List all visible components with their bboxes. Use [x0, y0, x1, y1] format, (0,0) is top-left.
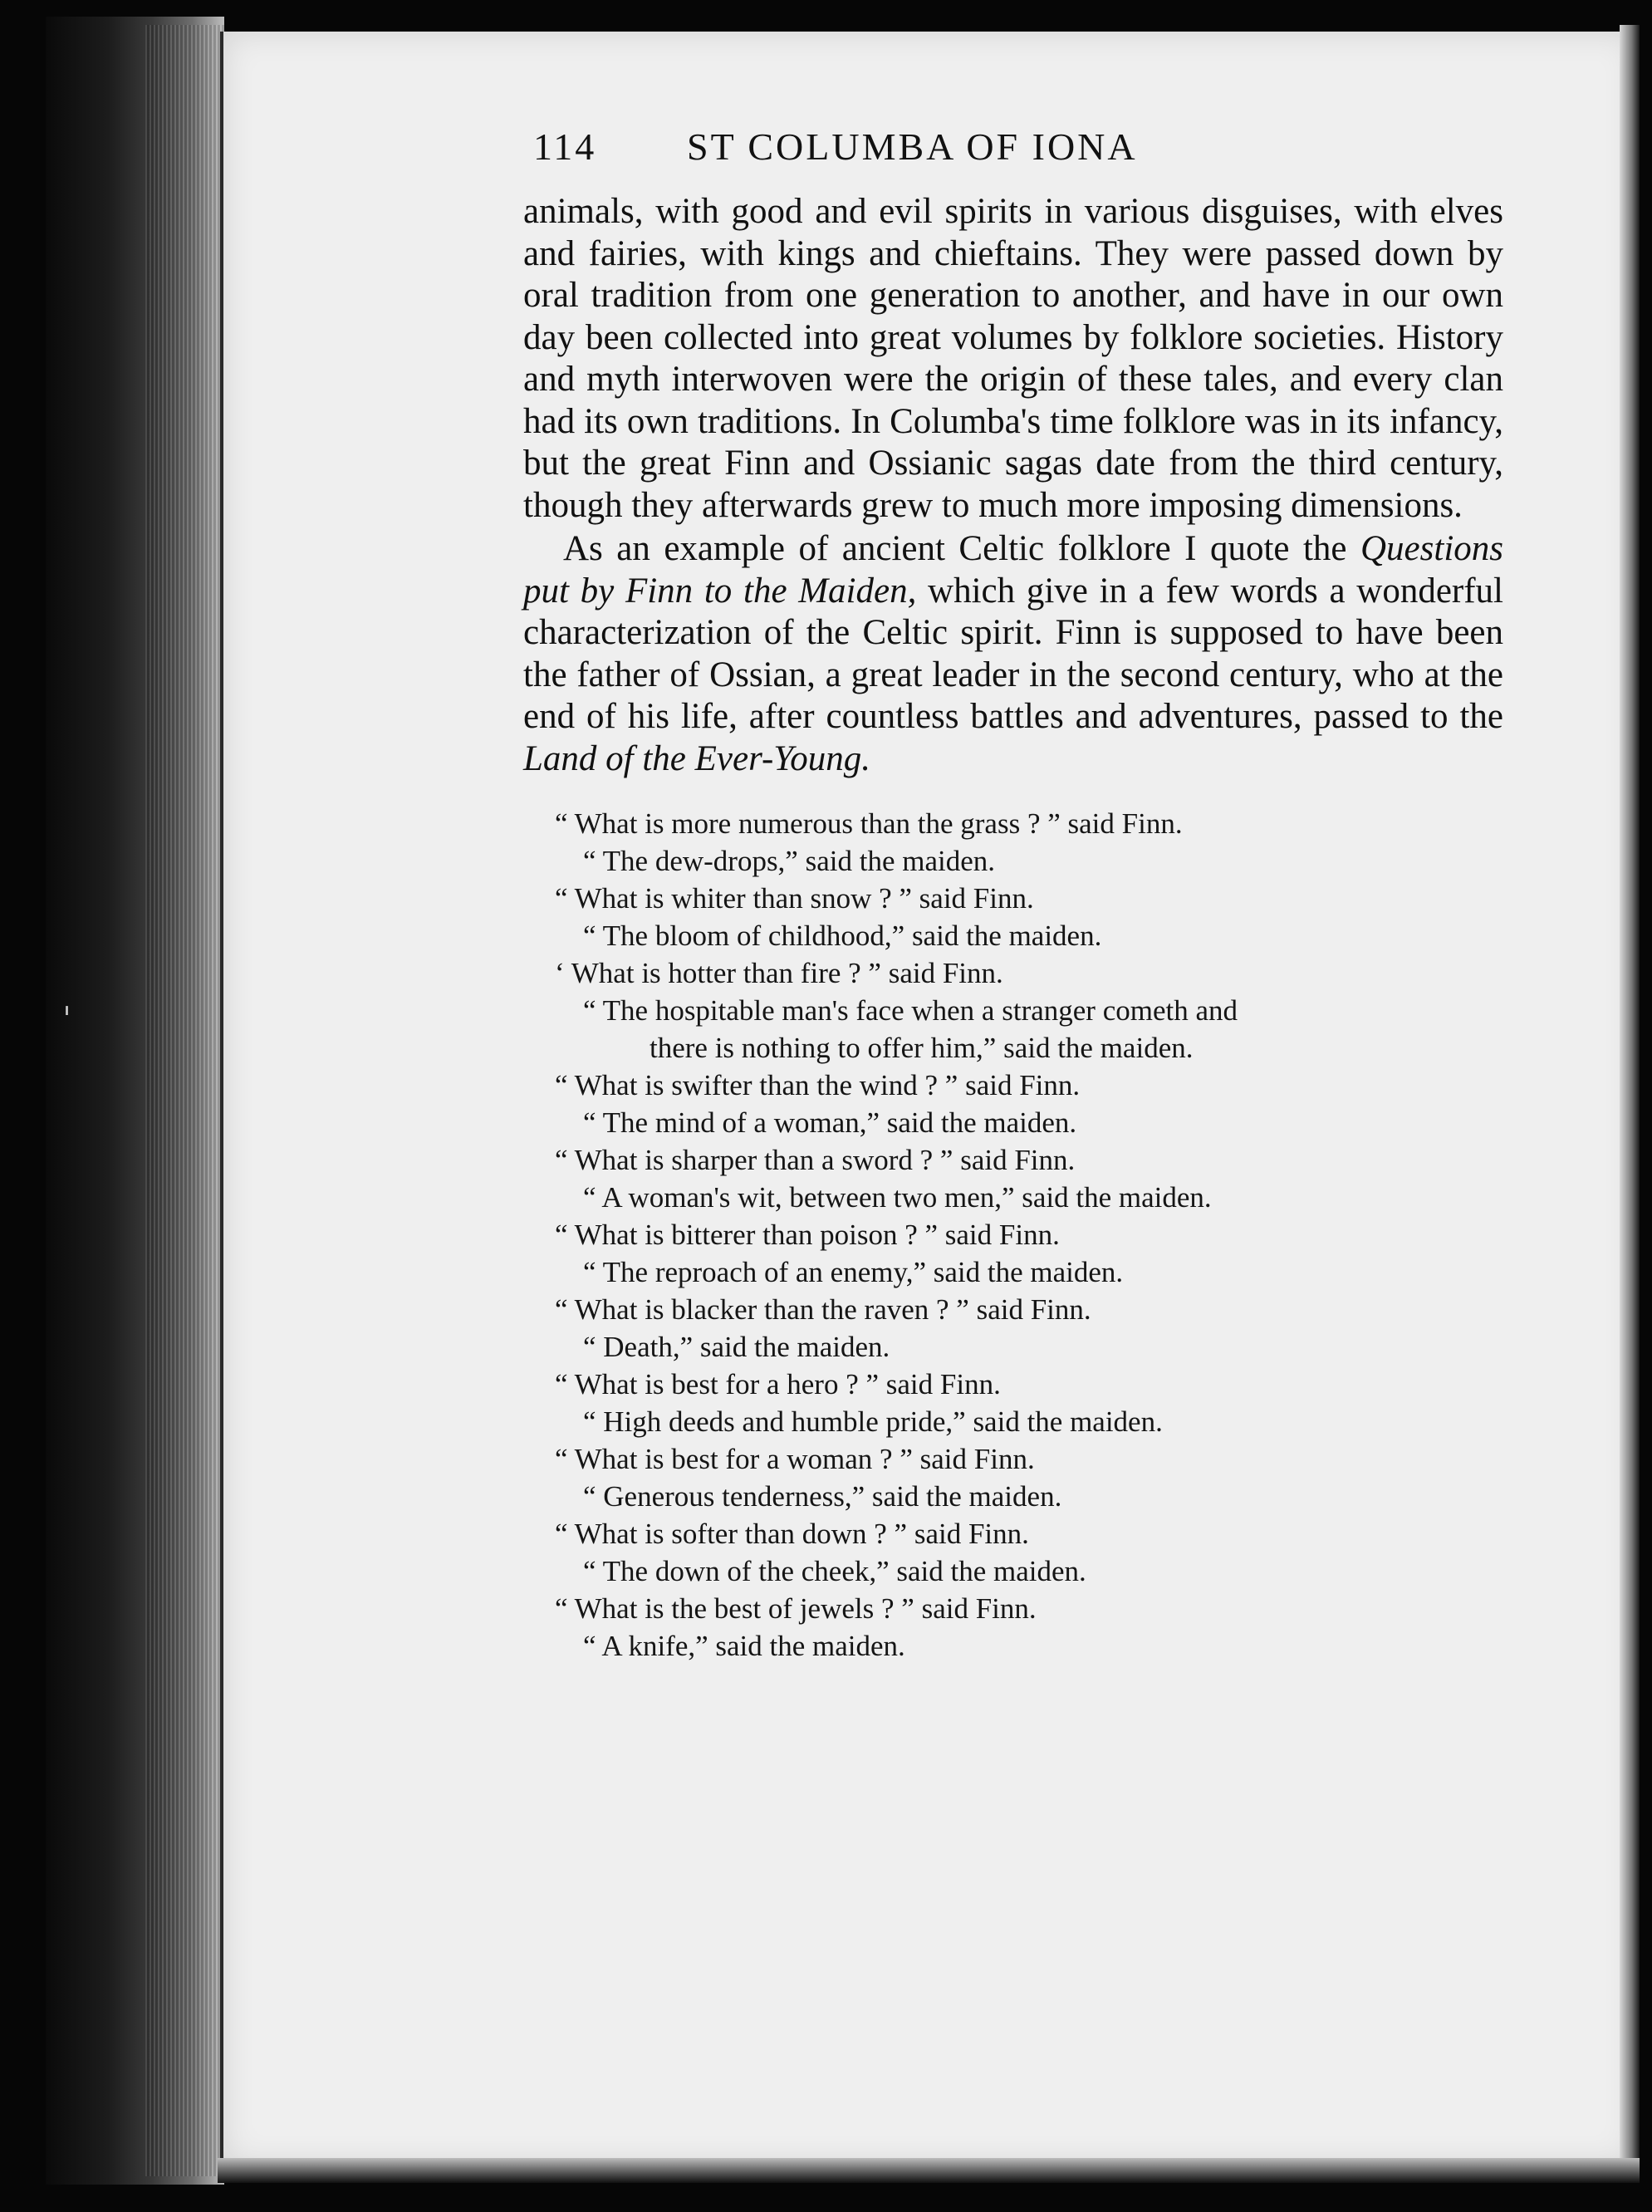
paragraph-2-text: As an example of ancient Celtic folklore I quote the — [563, 529, 1360, 568]
page-content — [523, 125, 1503, 1665]
paragraph-2 — [523, 528, 1503, 780]
question-line: “ What is swifter than the wind ? ” said Finn. — [555, 1069, 1081, 1101]
paragraph-1: animals, with good and evil spirits in various disguises, with elves and fairies, with kings and chieftains. They were passed down by oral tradition from one generation to another, and have in our own day been collected into great volumes by folklore societies. History and myth interwoven were the origin of these tales, and every clan had its own traditions. In Columba's time folklore was in its infancy, but the great Finn and Ossianic sagas date from the third century, though they afterwards grew to much more imposing dimensions. — [523, 192, 1503, 525]
answer-line: “ The bloom of childhood,” said the maiden. — [583, 920, 1102, 952]
paragraph-2-text: which give in a few words a wonderful characterization of the Celtic spirit. Finn is supposed to have been the father of Ossian, a great leader in the second century, who at the end of his life, after countless battles and adventures, passed to the — [523, 571, 1503, 736]
answer-continuation: there is nothing to offer him,” said the maiden. — [650, 1032, 1194, 1064]
page-number: 114 — [533, 125, 597, 168]
place-name: Land of the Ever-Young. — [523, 738, 870, 778]
answer-line: “ High deeds and humble pride,” said the maiden. — [583, 1405, 1163, 1438]
answer-line: “ The down of the cheek,” said the maiden. — [583, 1555, 1086, 1587]
question-line: “ What is bitterer than poison ? ” said Finn. — [555, 1219, 1060, 1251]
running-header — [523, 125, 1503, 191]
question-line: “ What is whiter than snow ? ” said Finn. — [555, 882, 1034, 915]
question-line: “ What is softer than down ? ” said Finn. — [555, 1518, 1029, 1550]
question-line: ‘ What is hotter than fire ? ” said Finn. — [555, 957, 1003, 989]
scan-speck: ˌ — [62, 980, 71, 1018]
answer-line: “ The mind of a woman,” said the maiden. — [583, 1106, 1077, 1139]
page-edge-right — [1620, 25, 1640, 2176]
answer-line: “ Generous tenderness,” said the maiden. — [583, 1480, 1062, 1513]
page-edge-bottom — [218, 2158, 1640, 2183]
quoted-title: Questions put by Finn to the Maiden, — [523, 529, 1503, 611]
answer-line: “ The reproach of an enemy,” said the maiden. — [583, 1256, 1124, 1288]
running-title: ST COLUMBA OF IONA — [687, 125, 1138, 168]
question-line: “ What is best for a woman ? ” said Finn. — [555, 1443, 1035, 1475]
answer-line: “ A knife,” said the maiden. — [583, 1630, 905, 1662]
question-line: “ What is more numerous than the grass ? ” said Finn. — [555, 807, 1183, 840]
answer-line: “ Death,” said the maiden. — [583, 1331, 890, 1363]
question-line: “ What is the best of jewels ? ” said Finn. — [555, 1592, 1037, 1625]
question-line: “ What is blacker than the raven ? ” said Finn. — [555, 1293, 1091, 1326]
answer-line: “ The dew-drops,” said the maiden. — [583, 845, 995, 877]
answer-line: “ A woman's wit, between two men,” said the maiden. — [583, 1181, 1212, 1214]
spine-texture — [145, 25, 224, 2176]
question-line: “ What is best for a hero ? ” said Finn. — [555, 1368, 1001, 1400]
dialogue-block — [523, 805, 1503, 1665]
question-line: “ What is sharper than a sword ? ” said Finn. — [555, 1144, 1076, 1176]
answer-line: “ The hospitable man's face when a stranger cometh and — [583, 994, 1238, 1027]
